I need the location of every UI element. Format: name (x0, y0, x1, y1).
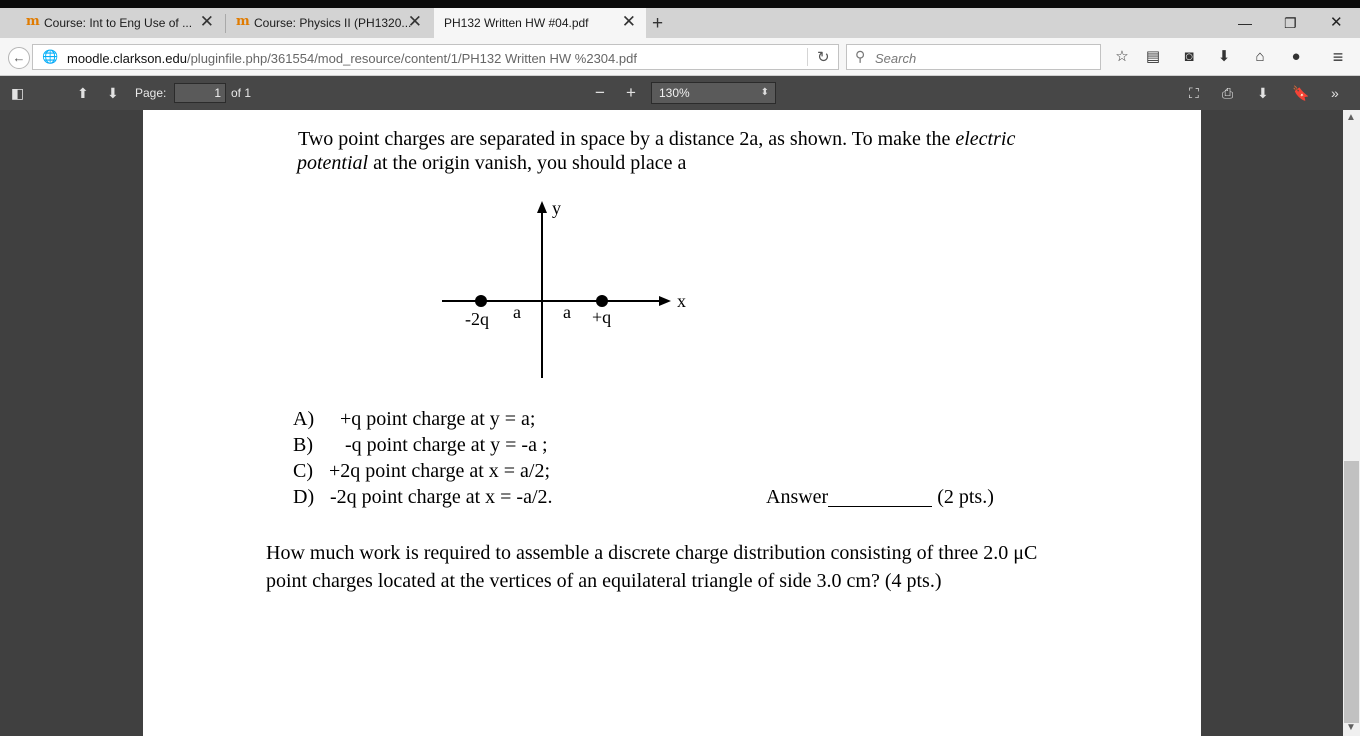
tools-menu-icon[interactable]: » (1331, 85, 1339, 101)
home-icon[interactable]: ⌂ (1255, 48, 1265, 65)
address-bar[interactable] (32, 44, 839, 70)
sidebar-toggle-icon[interactable]: ◧ (11, 85, 25, 101)
download-icon[interactable]: ⬇ (1257, 85, 1269, 101)
tab-ph132-pdf[interactable] (434, 8, 646, 38)
zoom-out-icon[interactable]: − (595, 83, 605, 102)
question-1-line-1: Two point charges are separated in space by a distance 2a, as shown. To make the electric (298, 128, 1016, 150)
question-2-line-2: point charges located at the vertices of an equilateral triangle of side 3.0 cm? (4 pts.) (266, 570, 942, 592)
pdf-toolbar (0, 76, 1360, 110)
scroll-down-icon[interactable]: ▼ (1346, 722, 1356, 733)
tab-label: PH132 Written HW #04.pdf (444, 16, 589, 30)
page-label: Page: (135, 86, 167, 100)
new-tab-button[interactable]: + (652, 13, 664, 34)
tab-bar (0, 8, 1360, 38)
restore-button[interactable]: ❐ (1284, 15, 1297, 31)
window-top-strip (0, 0, 1360, 8)
url-domain: moodle.clarkson.edu (67, 51, 187, 66)
tab-label: Course: Physics II (PH1320... (254, 16, 412, 30)
url-path: /pluginfile.php/361554/mod_resource/content/1/PH132 Written HW %2304.pdf (186, 51, 637, 66)
zoom-in-icon[interactable]: + (626, 83, 636, 102)
page-number-input[interactable]: 1 (174, 83, 226, 103)
y-axis-label: y (552, 198, 561, 218)
moodle-icon: m (26, 14, 40, 29)
back-button[interactable] (8, 47, 30, 69)
pocket-icon[interactable]: ◙ (1184, 48, 1194, 65)
tab-course-physics[interactable] (232, 8, 432, 38)
scrollbar-thumb[interactable] (1344, 461, 1359, 723)
answer-line: Answer (2 pts.) (766, 486, 994, 508)
page-count: of 1 (231, 86, 252, 100)
y-axis-arrow-icon (537, 201, 547, 213)
question-1-line-2: potential at the origin vanish, you should place a (297, 152, 687, 174)
presentation-mode-icon[interactable]: ⛶ (1189, 85, 1199, 101)
right-charge-label: +q (592, 307, 612, 327)
search-placeholder: Search (875, 51, 917, 66)
scroll-up-icon[interactable]: ▲ (1346, 112, 1356, 123)
previous-page-icon[interactable]: ⬆ (77, 85, 89, 101)
menu-icon[interactable]: ≡ (1332, 47, 1344, 67)
zoom-value: 130% (659, 86, 690, 100)
site-info-icon[interactable]: 🌐 (42, 49, 59, 64)
close-window-button[interactable]: ✕ (1330, 14, 1343, 31)
close-icon[interactable]: ✕ (407, 12, 422, 31)
search-icon: ⚲ (855, 48, 866, 64)
close-icon[interactable]: ✕ (621, 12, 636, 31)
select-arrows-icon: ⬍ (760, 87, 769, 98)
downloads-icon[interactable]: ⬇ (1217, 48, 1231, 65)
reload-icon[interactable]: ↻ (817, 49, 830, 66)
chat-icon[interactable]: ● (1291, 48, 1301, 65)
tab-course-int-eng[interactable] (22, 8, 224, 38)
minimize-button[interactable]: — (1238, 15, 1252, 31)
bookmark-icon[interactable]: 🔖 (1292, 85, 1310, 101)
x-axis-arrow-icon (659, 296, 671, 306)
option-a: A) (293, 408, 315, 430)
left-distance-label: a (513, 302, 521, 322)
pdf-page (143, 110, 1201, 736)
left-charge-label: -2q (465, 309, 489, 329)
search-input[interactable] (846, 44, 1101, 70)
next-page-icon[interactable]: ⬇ (107, 85, 119, 101)
option-a-text: +q point charge at y = a; (340, 408, 536, 430)
url-divider (807, 48, 808, 66)
option-c: C) (293, 460, 313, 482)
zoom-select[interactable] (651, 82, 776, 104)
print-icon[interactable]: ⎙ (1222, 85, 1234, 101)
back-arrow-icon: ← (12, 50, 26, 65)
tab-separator (225, 14, 226, 33)
option-c-text: +2q point charge at x = a/2; (329, 460, 551, 482)
close-icon[interactable]: ✕ (199, 12, 214, 31)
tab-label: Course: Int to Eng Use of ... (44, 16, 193, 30)
moodle-icon: m (236, 14, 250, 29)
right-charge-dot (596, 295, 608, 307)
option-d-text: -2q point charge at x = -a/2. (330, 486, 553, 508)
bookmark-star-icon[interactable]: ☆ (1115, 48, 1129, 65)
pdf-viewer[interactable] (0, 110, 1343, 736)
navigation-bar (0, 38, 1360, 76)
question-2-line-1: How much work is required to assemble a discrete charge distribution consisting of three 2.0 μC (266, 542, 1038, 564)
answer-blank (828, 486, 932, 507)
option-d: D) (293, 486, 315, 508)
x-axis-label: x (677, 291, 686, 311)
left-charge-dot (475, 295, 487, 307)
reading-list-icon[interactable]: ▤ (1145, 48, 1161, 65)
url-text[interactable] (67, 51, 637, 66)
option-b: B) (293, 434, 313, 456)
option-b-text: -q point charge at y = -a ; (345, 434, 548, 456)
right-distance-label: a (563, 302, 571, 322)
